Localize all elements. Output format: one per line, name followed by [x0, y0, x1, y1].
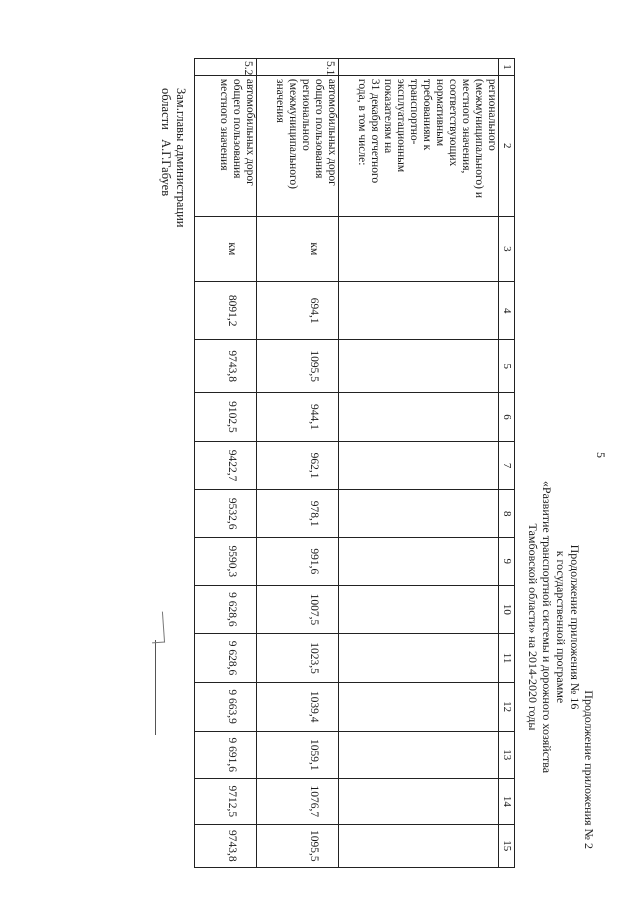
- value-cell: 1076,7: [257, 779, 339, 824]
- value-cell: 1059,1: [257, 731, 339, 779]
- value-cell: 9590,3: [195, 538, 257, 586]
- label-line: показателям на: [382, 78, 394, 154]
- signature-name: области А.Г.Габуев: [159, 88, 173, 197]
- column-number: 14: [499, 779, 515, 824]
- table-row: [195, 59, 257, 868]
- label-line: (межмуниципального): [287, 78, 299, 189]
- column-number: 9: [499, 538, 515, 586]
- header-line: Продолжение приложения № 16: [568, 544, 582, 710]
- label-line: транспортно-: [408, 78, 420, 145]
- value-cell: 1023,5: [257, 634, 339, 683]
- value-cell: 978,1: [257, 490, 339, 538]
- value-cell: 1007,5: [257, 585, 339, 634]
- row-number: 5.2: [195, 59, 257, 76]
- label-line: автомобильных дорог: [326, 78, 338, 186]
- indicator-name: [195, 75, 257, 216]
- value-cell: 9 628,6: [195, 585, 257, 634]
- column-number: 12: [499, 682, 515, 731]
- label-line: общего пользования: [231, 78, 243, 179]
- column-number: 2: [499, 75, 515, 216]
- value-cell: 9532,6: [195, 490, 257, 538]
- label-line: (межмуниципального) и: [473, 78, 485, 198]
- document-header: [526, 397, 596, 857]
- value-cell: 1095,5: [257, 340, 339, 393]
- column-number: 11: [499, 634, 515, 683]
- value-cell: 694,1: [257, 282, 339, 340]
- table-row: [257, 59, 339, 868]
- column-number: 13: [499, 731, 515, 779]
- column-number: 1: [499, 59, 515, 76]
- value-cell: 1039,4: [257, 682, 339, 731]
- label-line: общего пользования: [313, 78, 325, 179]
- signature-title: Зам.главы администрации: [174, 88, 188, 228]
- value-cell: 9 691,6: [195, 731, 257, 779]
- label-line: соответствующих: [447, 78, 459, 167]
- value-cell: 9422,7: [195, 441, 257, 490]
- column-number: 10: [499, 585, 515, 634]
- value-cell: 9743,8: [195, 824, 257, 867]
- column-number: 8: [499, 490, 515, 538]
- value-cell: 8091,2: [195, 282, 257, 340]
- value-cell: 944,1: [257, 393, 339, 442]
- column-number: 3: [499, 216, 515, 282]
- label-line: местного значения: [218, 78, 230, 171]
- handwritten-stroke: [155, 640, 156, 735]
- label-line: нормативным: [434, 78, 446, 147]
- signature-block: [158, 88, 188, 227]
- header-line: «Развитие транспортной системы и дорожного хозяйства: [540, 480, 554, 774]
- table-row: [339, 59, 499, 868]
- unit-cell: км: [257, 216, 339, 282]
- value-cell: 9712,5: [195, 779, 257, 824]
- label-line: местного значения,: [460, 78, 472, 174]
- column-number: 15: [499, 824, 515, 867]
- column-number: 5: [499, 340, 515, 393]
- column-number: 6: [499, 393, 515, 442]
- value-cell: 9102,5: [195, 393, 257, 442]
- column-number: 7: [499, 441, 515, 490]
- unit-cell: км: [195, 216, 257, 282]
- header-line: к государственной программе: [554, 550, 568, 704]
- label-line: 31 декабря отчетного: [369, 78, 381, 184]
- value-cell: 9 628,6: [195, 634, 257, 683]
- value-cell: 9 663,9: [195, 682, 257, 731]
- continued-indicator-name: [339, 75, 499, 216]
- label-line: эксплуатационным: [395, 78, 407, 173]
- column-number-row: [499, 59, 515, 868]
- page-number: 5: [594, 452, 608, 458]
- value-cell: 962,1: [257, 441, 339, 490]
- label-line: автомобильных дорог: [244, 78, 256, 186]
- header-continuation: Продолжение приложения № 2: [582, 690, 596, 849]
- row-number: 5.1: [257, 59, 339, 76]
- value-cell: 9743,8: [195, 340, 257, 393]
- label-line: требованиям к: [421, 78, 433, 151]
- indicators-table: [194, 58, 515, 868]
- handwritten-stroke: [150, 612, 165, 644]
- value-cell: 1095,5: [257, 824, 339, 867]
- value-cell: 991,6: [257, 538, 339, 586]
- label-line: значения: [274, 78, 286, 123]
- label-line: регионального: [300, 78, 312, 151]
- column-number: 4: [499, 282, 515, 340]
- label-line: регионального: [486, 78, 498, 151]
- indicator-name: [257, 75, 339, 216]
- label-line: года, в том числе:: [356, 78, 368, 166]
- header-line: Тамбовской области» на 2014-2020 годы: [526, 523, 540, 731]
